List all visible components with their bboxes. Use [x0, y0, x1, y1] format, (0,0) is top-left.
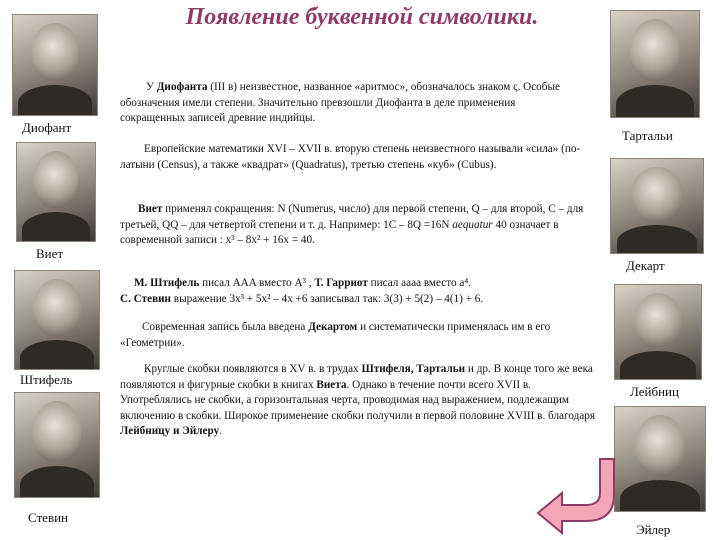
name-diophantus: Диофанта [156, 81, 208, 93]
caption-stevin: Стевин [28, 510, 69, 525]
portrait-leibniz [614, 284, 702, 380]
paragraph-brackets: Круглые скобки появляются в XV в. в трудах Штифеля, Тартальи и др. В конце того же века появляются и фигурные скобки в книгах Виета. Однако в течение почти всего XVII в. Употреблялись не скобки, а горизонтальная черта, проводимая над выражением, подлежащим включению в скобки. Широкое применение скобки получили в первой половине XVIII в. благодаря Лейбницу и Эйлеру. [120, 363, 596, 437]
paragraph-stifel-harriot-stevin: М. Штифель писал AAA вместо A³ , Т. Гарриот писал aaaa вместо a⁴. С. Стевин выражение 3x³ + 5x² – 4x +6 записывал так: 3(3) + 5(2) – 4(1) + 6. [120, 277, 484, 305]
caption-viete: Виет [36, 246, 64, 261]
portrait-tartaglia [610, 10, 700, 118]
caption-tartaglia: Тартальи [622, 128, 673, 143]
caption-euler: Эйлер [636, 522, 671, 537]
name-stevin: С. Стевин [120, 292, 171, 305]
portrait-viete [16, 142, 96, 242]
caption-descartes: Декарт [626, 258, 665, 273]
paragraph-descartes: Современная запись была введена Декартом и систематически применялась им в его «Геометрии». [120, 321, 551, 349]
portrait-diophantus [12, 14, 98, 116]
curved-arrow-icon [530, 455, 620, 535]
portrait-stevin [14, 392, 100, 498]
name-descartes: Декартом [308, 321, 358, 333]
name-stifel: М. Штифель [134, 277, 200, 289]
portrait-stifel [14, 270, 100, 370]
portrait-euler [614, 406, 706, 512]
name-harriot: Т. Гарриот [314, 277, 368, 289]
paragraph-viete: Виет применял сокращения: N (Numerus, число) для первой степени, Q – для второй, С – для третьей, QQ – для четвертой степени и т. д. Например: 1C – 8Q =16N aequatur 40 означает в современной записи : x³ – 8x² + 16x = 40. [120, 203, 584, 246]
page-title: Появление буквенной символики. [185, 4, 539, 30]
portrait-descartes [610, 158, 704, 254]
paragraph-european: Европейские математики XVI – XVII в. вторую степень неизвестного называли «сила» (по-латыни (Census), а также «квадрат» (Quadratus), третью степень «куб» (Cubus). [120, 143, 581, 171]
caption-diophantus: Диофант [22, 120, 72, 135]
caption-stifel: Штифель [20, 372, 73, 387]
name-viete: Виет [138, 203, 163, 215]
paragraph-diophantus: У Диофанта (III в) неизвестное, названное «аритмос», обозначалось знаком ς. Особые обозначения имели степени. Значительно превзошли Диофанта в деле применения сокращенных записей древние индийцы. [120, 81, 560, 124]
caption-leibniz: Лейбниц [630, 384, 679, 399]
